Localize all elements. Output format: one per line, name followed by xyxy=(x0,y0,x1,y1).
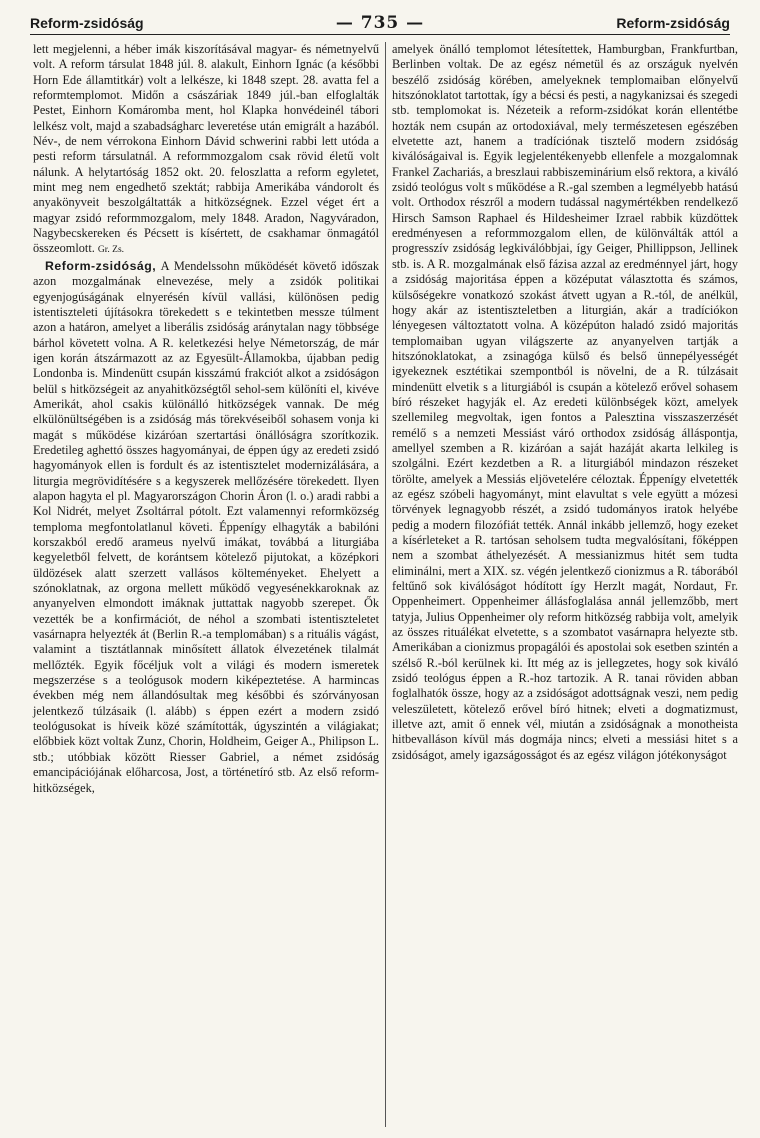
entry-heading: Reform-zsidóság, xyxy=(45,258,157,273)
author-signature: Gr. Zs. xyxy=(97,245,125,256)
running-header xyxy=(30,12,730,35)
paragraph-hungarian-reform: lett megjelenni, a héber imák kiszorításával magyar- és németnyelvű volt. A reform társulat 1848 júl. 8. alakult, Einhorn Ignác (a későbbi Horn Ede államtitkár) volt a lelkésze, ki 1848 szept. 28. avatta fel a reformtemplomot. Midőn a császáriak 1849 júl.-ban elfoglalták Pestet, Einhorn Komáromba ment, hol Klapka honvédeinél tábori lelkész volt, majd a szabadságharc leveretése után emigrált a hazából. Név-, de nem vérrokona Einhorn Dávid schwerini rabbi lett utóda a pesti reform társulatnál. A reformmozgalom csak rövid életű volt nálunk. A helytartóság 1852 okt. 20. feloszlatta a reform egyletet, mint meg nem engedhető szektát; rabbija Amerikába vándorolt és anyakönyveit beszolgáltatták a hitközségnek. Ezzel véget ért a magyar zsidó reformmozgalom, mely 1848. Aradon, Nagyváradon, Nagybecskereken és Pécsett is kísértett, de csakhamar önmagától összeomlott. Gr. Zs. xyxy=(33,42,379,256)
header-left-title: Reform-zsidóság xyxy=(30,15,144,31)
page-number: — 735 — xyxy=(335,13,425,33)
right-column xyxy=(392,42,738,763)
left-column xyxy=(33,42,379,796)
column-divider xyxy=(385,42,386,1127)
paragraph-reform-judaism: Reform-zsidóság, A Mendelssohn működését követő időszak azon mozgalmának elnevezése, mely a zsidók politikai egyenjogúságának elnyerésén kívül vallási, különösen pedig istentiszteleti újításokra törekedett s e tekintetben messze túlment azon a határon, amelyet a liberális zsidóság aránytalan nagy többsége bárhol követett volna. A R. keletkezési helye Németország, de már igen korán átszármazott az az Egyesült-Államokba, újabban pedig Londonba is. Mindenütt csupán kisszámú frakciót alkot a zsidóságon belül s hitközségeit az anyahitközségtől sehol-sem különíti el, kivéve Amerikát, ahol csakis különálló hitközségek vannak. De még elkülönültségében is a zsidóság más törekvéseiből sohasem vonja ki magát s működése kizáróan szertartási önállóságra szorítkozik. Eredetileg aghettó összes hagyományai, de éppen úgy az eredeti zsidó hagyományok ellen is fordult és az istentisztelet modernizálására, a liturgia megrövidítésére s a kegyszerek mellőzésére törekedett. Ilyen alapon hagyta el pl. Magyarországon Chorin Áron (l. o.) aradi rabbi a Kol Nidrét, melyet Zsoltárral pótolt. Ezt valamennyi reformközség temploma megfontolatlanul követi. Éppenígy elhagyták a babilóni korszakból eredő arameus nyelvű imákat, továbbá a liturgiába kegyeletből felvett, de korántsem kötelező pijutokat, a középkori üldözések alatt szerzett vallásos költeményeket. Ehelyett a szónoklatnak, az orgona mellett működő vegyesénekkaroknak az anyanyelven elmondott imáknak juttattak nagyobb szerepet. Ők vezették be a konfirmációt, de néhol a szombati istentiszteletet vasárnapra helyezték át (Berlin R.-a templomában) s a rituális vágást, valamint a tisztátlannak minősített állatok élvezetének tilalmát mellőzték. Egyik főcéljuk volt a világi és modern ismeretek megszerzése s a teológusok modern kiképeztetése. A harmincas években még nem állandósultak meg későbbi és szórványosan jelentkező túlzásaik (l. alább) s éppen ezért a modern zsidó teológusokat is híveik közé számították, úgyszintén a világiakat; előbbiek közt voltak Zunz, Chorin, Holdheim, Geiger A., Philipson L. stb.; utóbbiak között Riesser Gabriel, a német zsidóság emancipációjának előharcosa, Jost, a történetíró stb. Az első reform-hitközségek, xyxy=(33,258,379,795)
paragraph-continuation: amelyek önálló templomot létesítettek, Hamburgban, Frankfurtban, Berlinben voltak. De az egész németül és az országuk nyelvén beszélő zsidóság körében, amelyeknek templomaiban előnyelvű hitszónoklatot tartottak, így a bécsi és pesti, a nagykanizsai és szegedi stb. templomokat is. Nézeteik a reform-zsidókat korán ellentétbe hozták nem csupán az ortodoxiával, mely természetesen egészében elvetette azt, hanem a tradíciónak tisztelő modern zsidóság kiválóságaival is. Egyik legjelentékenyebb ellenfele a mozgalomnak Frankel Zachariás, a breszlaui rabbiszeminárium első rektora, a kiváló zsidó teológus volt s működése a R.-gal szemben a legmélyebb hatású volt. Orthodox részről a modern tudással nagymértékben rendelkező Hirsch Samson Raphael és Hildesheimer Izrael rabbik küzdöttek eredményesen a reformmozgalom ellen, de különválták attól a progresszív zsidóság legkiválóbbjai, így Geiger, Phillippson, Jellinek stb. is. A R. mozgalmának első fázisa azzal az eredménnyel járt, hogy a zsidóság majoritása éppen a középutat választotta és számos, külsőségekre vonatkozó szokást átvett ugyan a R.-tól, de anélkül, hogy akár az istentiszteletben a liturgián, akár a tradíciókon lényegesen változtatott volna. A középúton haladó zsidó majoritás templomaiban ugyan világszerte az anyanyelven tartják a hitszónoklatokat, a zsinagóga külső és belső ünnepélyességét igyekeznek esztétikai szempontból is növelni, de a R. túlzásait mindenütt elvetik s a liturgiából is csupán a kötelező erővel sohasem bíró részeket hagyják el. Az eredeti különbségek közt, amelyek szellemileg megvoltak, igen fontos a Palesztina visszaszerzését remélő s a nemzeti Messiást váró orthodox zsidóság álláspontja, amellyel szemben a R. kizáróan a saját hazáját akarta lelkileg is szolgálni. Ezért kezdetben a R. a liturgiából mindazon részeket törölte, amelyek a Messiás eljövetelére céloztak. Éppenígy elvetették az egész szóbeli hagyományt, mint elavultat s vele együtt a mózesi törvények legnagyobb részét, a zsidó tudományos iratok helyébe pedig a modern filozófiát tették. Annál inkább jellemző, hogy ezeket a kísérleteket a R. tartósan seholsem tudta megvalósítani, főképpen nem a szombat áthelyezését. A messianizmus hitét sem tudta eliminálni, mert a XIX. sz. végén jelentkező cionizmus a R. táborából feltűnő sok kiválóságot hódított így Herzlt magát, Nordaut, Fr. Oppenheimert. Oppenheimer állásfoglalása annál jellemzőbb, mert tatyja, Julius Oppenheimer oly reform hitközség rabbija volt, amelyik az összes rituálékat elvetette, s a szombatot vasárnapra helyezte stb. Amerikában a cionizmus propagálói és apostolai sok esetben szintén a szélső R.-ból kerülnek ki. Itt még az is jellegzetes, hogy sok kiváló zsidó teológus éppen a R.-hoz tartozik. A R. tanai röviden abban foglalhatók össze, hogy az a zsidóságot adottságnak veszi, nem pedig veleszületett, kötelező erővel bíró hitnek; elveti a dogmatizmust, illetve azt, amit ő ennek vél, miután a zsidóságnak a monotheista hitbevalláson kívül más dogmája nincs; elveti a messiási hitet s a zsidóságot, amely igazságosságot és az egész világon jótékonyságot xyxy=(392,42,738,762)
header-right-title: Reform-zsidóság xyxy=(616,15,730,31)
